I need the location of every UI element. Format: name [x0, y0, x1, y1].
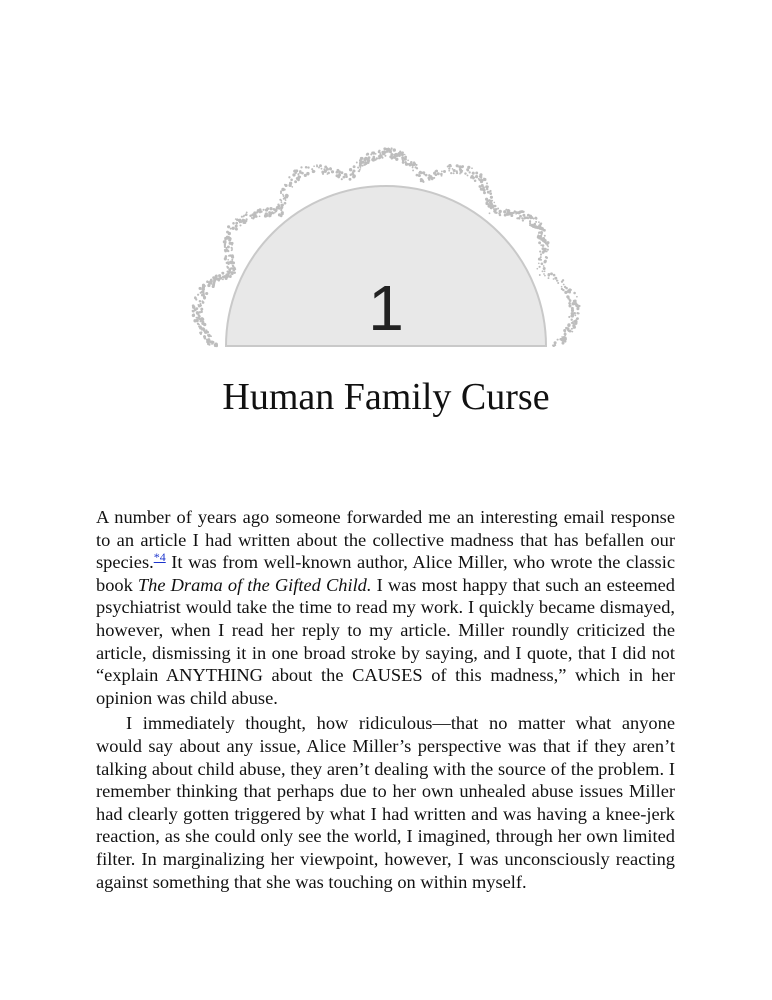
ornament-dot — [396, 154, 399, 157]
ornament-dot — [277, 204, 279, 206]
ornament-dot — [497, 208, 499, 210]
ornament-dot — [224, 257, 227, 260]
ornament-dot — [541, 262, 544, 265]
ornament-dot — [538, 241, 541, 244]
ornament-dot — [326, 168, 329, 171]
ornament-dot — [239, 224, 241, 226]
ornament-dot — [486, 188, 488, 190]
ornament-dot — [487, 200, 489, 202]
ornament-dot — [533, 223, 536, 226]
ornament-dot — [387, 151, 389, 153]
ornament-dot — [236, 218, 239, 221]
ornament-dot — [231, 267, 233, 269]
ornament-dot — [288, 184, 291, 187]
ornament-dot — [389, 150, 392, 153]
ornament-dot — [546, 244, 548, 246]
ornament-dot — [284, 189, 286, 191]
ornament-dot — [228, 269, 230, 271]
ornament-dot — [544, 260, 547, 263]
ornament-dot — [227, 245, 230, 248]
ornament-dot — [515, 213, 517, 215]
ornament-dot — [393, 148, 396, 151]
ornament-dot — [227, 259, 229, 261]
ornament-dot — [283, 195, 285, 197]
ornament-dot — [285, 199, 287, 201]
ornament-dot — [290, 178, 293, 181]
ornament-dot — [384, 155, 386, 157]
ornament-dot — [538, 221, 540, 223]
ornament-dot — [232, 264, 234, 266]
ornament-dot — [271, 211, 274, 214]
ornament-dot — [472, 172, 475, 175]
ornament-dot — [284, 184, 286, 186]
ornament-dot — [517, 211, 520, 214]
ornament-dot — [542, 250, 544, 252]
ornament-dot — [486, 185, 489, 188]
ornament-dot — [420, 180, 422, 182]
ornament-dot — [433, 172, 436, 175]
ornament-dot — [275, 210, 278, 213]
ornament-dot — [541, 234, 543, 236]
ornament-dot — [419, 171, 422, 174]
paragraph-1-part-3: I was most happy that such an esteemed psychiatrist would take the time to read my work. I quickly became dismayed, however, when I read her reply to my article. Miller roundly criticized the article, dismissing it in one broad stroke by saying, and I quote, that I did not “explain ANYTHING about the CAUSES of this madness,” which in her opinion was child abuse. — [96, 574, 676, 708]
ornament-dot — [535, 221, 537, 223]
ornament-dot — [533, 218, 535, 220]
ornament-dot — [297, 173, 299, 175]
ornament-dot — [509, 214, 511, 216]
ornament-dot — [375, 153, 377, 155]
ornament-dot — [284, 202, 287, 205]
ornament-dot — [456, 170, 458, 172]
ornament-dot — [231, 248, 233, 250]
ornament-dot — [404, 154, 406, 156]
ornament-dot — [235, 222, 238, 225]
ornament-dot — [291, 186, 293, 188]
ornament-dot — [226, 266, 228, 268]
ornament-dot — [367, 159, 370, 162]
ornament-dot — [522, 214, 525, 217]
ornament-dot — [358, 167, 360, 169]
ornament-dot — [345, 175, 348, 178]
ornament-dot — [352, 169, 355, 172]
ornament-dot — [235, 228, 238, 231]
ornament-dot — [490, 196, 493, 199]
ornament-dot — [535, 217, 537, 219]
ornament-dot — [480, 180, 483, 183]
ornament-dot — [499, 212, 501, 214]
ornament-dot — [329, 167, 331, 169]
ornament-dot — [415, 164, 417, 166]
ornament-dot — [226, 249, 229, 252]
ornament-dot — [343, 176, 346, 179]
ornament-dot — [322, 173, 324, 175]
ornament-dot — [540, 256, 542, 258]
ornament-dot — [522, 219, 524, 221]
ornament-dot — [523, 217, 525, 219]
ornament-dot — [402, 161, 405, 164]
ornament-dot — [379, 157, 381, 159]
ornament-dot — [535, 226, 538, 229]
ornament-dot — [542, 244, 545, 247]
ornament-dot — [450, 172, 452, 174]
ornament-dot — [529, 215, 532, 218]
ornament-dot — [268, 214, 271, 217]
ornament-dot — [276, 206, 279, 209]
ornament-dot — [467, 174, 469, 176]
ornament-dot — [316, 164, 318, 166]
ornament-dot — [486, 182, 488, 184]
ornament-dot — [255, 215, 257, 217]
ornament-dot — [479, 173, 482, 176]
ornament-dot — [229, 242, 232, 245]
ornament-dot — [313, 165, 315, 167]
ornament-dot — [245, 213, 248, 216]
ornament-dot — [307, 166, 309, 168]
ornament-dot — [231, 254, 234, 257]
ornament-dot — [251, 214, 253, 216]
ornament-dot — [337, 176, 340, 179]
ornament-dot — [356, 162, 358, 164]
ornament-dot — [280, 190, 282, 192]
paragraph-1-part-1: A number of years ago someone forwarded me an interesting email response to an article I had written about the collective madness that has befallen our species. — [96, 507, 675, 573]
ornament-dot — [365, 162, 368, 165]
ornament-dot — [412, 164, 415, 167]
ornament-dot — [448, 170, 450, 172]
ornament-dot — [366, 154, 368, 156]
ornament-dot — [391, 155, 393, 157]
ornament-dot — [224, 244, 226, 246]
ornament-dot — [547, 249, 549, 251]
ornament-dot — [378, 151, 381, 154]
ornament-dot — [538, 232, 540, 234]
ornament-dot — [483, 191, 486, 194]
ornament-dot — [521, 210, 524, 213]
ornament-dot — [401, 156, 404, 159]
ornament-dot — [298, 176, 301, 179]
ornament-dot — [235, 225, 238, 228]
ornament-dot — [280, 209, 282, 211]
ornament-dot — [503, 210, 506, 213]
ornament-dot — [458, 165, 461, 168]
ornament-dot — [327, 173, 329, 175]
chapter-number: 1 — [368, 272, 404, 344]
ornament-dot — [489, 190, 491, 192]
chapter-title: Human Family Curse — [222, 376, 550, 418]
ornament-dot — [489, 192, 492, 195]
ornament-dot — [299, 172, 301, 174]
ornament-dot — [464, 172, 466, 174]
ornament-dot — [474, 180, 477, 183]
ornament-dot — [552, 344, 555, 347]
ornament-dot — [280, 214, 283, 217]
ornament-dot — [447, 166, 449, 168]
ornament-dot — [232, 222, 235, 225]
ornament-dot — [428, 178, 431, 181]
ornament-dot — [231, 259, 233, 261]
ornament-dot — [295, 172, 297, 174]
ornament-dot — [350, 174, 352, 176]
ornament-dot — [268, 211, 271, 214]
ornament-dot — [223, 240, 226, 243]
ornament-dot — [353, 165, 356, 168]
ornament-dot — [232, 227, 235, 230]
ornament-dot — [437, 172, 440, 175]
ornament-dot — [541, 223, 543, 225]
ornament-dot — [443, 171, 445, 173]
ornament-dot — [545, 256, 547, 258]
ornament-dot — [540, 237, 542, 239]
ornament-dot — [321, 171, 324, 174]
ornament-dot — [359, 159, 362, 162]
ornament-dot — [340, 171, 343, 174]
ornament-dot — [507, 211, 509, 213]
ornament-dot — [412, 169, 414, 171]
ornament-dot — [448, 167, 450, 169]
paragraph-1 — [96, 506, 675, 709]
ornament-dot — [227, 225, 230, 228]
ornament-dot — [483, 188, 485, 190]
ornament-dot — [511, 215, 513, 217]
ornament-dot — [539, 251, 541, 253]
paragraph-1-part-2: It was from well-known author, Alice Miller, who wrote the classic book — [96, 552, 675, 595]
ornament-dot — [285, 194, 288, 197]
ornament-dot — [433, 177, 435, 179]
footnote-link[interactable]: *4 — [153, 550, 166, 565]
ornament-dot — [294, 180, 297, 183]
ornament-dot — [288, 176, 290, 178]
ornament-dot — [456, 164, 459, 167]
ornament-dot — [429, 175, 432, 178]
ornament-dot — [215, 344, 218, 347]
ornament-dot — [473, 177, 475, 179]
ornament-dot — [263, 209, 265, 211]
ornament-dot — [229, 237, 232, 240]
ornament-dot — [514, 211, 516, 213]
ornament-dot — [441, 175, 443, 177]
ornament-dot — [349, 168, 352, 171]
ornament-dot — [306, 172, 309, 175]
ornament-dot — [359, 164, 362, 167]
ornament-dot — [536, 268, 538, 270]
ornament-dot — [538, 262, 540, 264]
ornament-dot — [234, 267, 236, 269]
ornament-dot — [441, 171, 443, 173]
ornament-dot — [383, 147, 386, 150]
ornament-dot — [301, 172, 304, 175]
ornament-dot — [540, 259, 542, 261]
ornament-dot — [251, 217, 253, 219]
ornament-dot — [364, 157, 367, 160]
ornament-dot — [453, 169, 456, 172]
ornament-dot — [224, 237, 227, 240]
ornament-dot — [399, 152, 402, 155]
ornament-dot — [362, 165, 364, 167]
ornament-dot — [257, 209, 260, 212]
ornament-dot — [405, 161, 407, 163]
ornament-dot — [281, 201, 283, 203]
ornament-dot — [225, 255, 228, 258]
ornament-dot — [338, 172, 340, 174]
ornament-dot — [281, 204, 284, 207]
ornament-dot — [539, 266, 541, 268]
ornament-dot — [540, 253, 542, 255]
ornament-dot — [470, 176, 472, 178]
ornament-dot — [349, 178, 352, 181]
ornament-dot — [243, 215, 245, 217]
ornament-dot — [230, 228, 232, 230]
ornament-dot — [232, 261, 235, 264]
ornament-dot — [489, 212, 491, 214]
ornament-dot — [391, 147, 393, 149]
ornament-dot — [475, 175, 478, 178]
ornament-dot — [493, 208, 495, 210]
ornament-dot — [269, 207, 272, 210]
ornament-dot — [361, 157, 364, 160]
ornament-dot — [422, 181, 424, 183]
ornament-dot — [543, 265, 545, 267]
ornament-dot — [376, 157, 378, 159]
ornament-dot — [360, 167, 362, 169]
ornament-dot — [402, 152, 404, 154]
ornament-dot — [422, 171, 425, 174]
ornament-dot — [404, 156, 407, 159]
ornament-dot — [305, 166, 308, 169]
ornament-dot — [379, 153, 381, 155]
ornament-dot — [241, 219, 244, 222]
ornament-dot — [341, 178, 343, 180]
ornament-dot — [487, 191, 490, 194]
ornament-dot — [479, 185, 482, 188]
ornament-dot — [544, 248, 546, 250]
ornament-dot — [544, 235, 546, 237]
ornament-dot — [418, 175, 421, 178]
ornament-dot — [519, 215, 522, 218]
ornament-dot — [467, 166, 470, 169]
ornament-dot — [471, 167, 473, 169]
ornament-dot — [543, 268, 545, 270]
ornament-dot — [300, 166, 302, 168]
ornament-dot — [259, 215, 261, 217]
ornament-dot — [526, 216, 529, 219]
ornament-dot — [331, 170, 334, 173]
ornament-dot — [312, 170, 315, 173]
ornament-dot — [319, 164, 322, 167]
ornament-dot — [529, 222, 531, 224]
ornament-dot — [483, 178, 485, 180]
ornament-dot — [352, 175, 355, 178]
ornament-dot — [283, 198, 285, 200]
ornament-dot — [489, 201, 491, 203]
ornament-dot — [336, 169, 339, 172]
ornament-dot — [494, 205, 497, 208]
ornament-dot — [541, 227, 544, 230]
ornament-dot — [490, 206, 493, 209]
ornament-dot — [412, 166, 414, 168]
ornament-dot — [504, 214, 507, 217]
ornament-dot — [544, 240, 547, 243]
ornament-dot — [395, 158, 398, 161]
ornament-dot — [273, 208, 276, 211]
ornament-dot — [359, 169, 361, 171]
ornament-dot — [279, 199, 281, 201]
ornament-dot — [384, 151, 386, 153]
ornament-dot — [266, 207, 269, 210]
ornament-dot — [425, 174, 428, 177]
ornament-dot — [402, 154, 404, 156]
ornament-dot — [416, 174, 419, 177]
ornament-dot — [407, 159, 409, 161]
ornament-dot — [469, 171, 471, 173]
ornament-dot — [226, 231, 229, 234]
ornament-dot — [475, 172, 478, 175]
ornament-dot — [245, 220, 247, 222]
ornament-dot — [265, 214, 268, 217]
ornament-dot — [494, 202, 496, 204]
ornament-dot — [228, 255, 230, 257]
ornament-dot — [372, 157, 375, 160]
ornament-dot — [449, 164, 452, 167]
book-title: The Drama of the Gifted Child. — [137, 574, 372, 595]
ornament-dot — [409, 164, 412, 167]
chapter-body — [96, 506, 675, 893]
ornament-dot — [241, 216, 243, 218]
ornament-dot — [260, 211, 262, 213]
ornament-dot — [529, 220, 531, 222]
ornament-dot — [459, 168, 462, 171]
ornament-dot — [368, 156, 371, 159]
ornament-dot — [321, 168, 323, 170]
ornament-dot — [415, 166, 417, 168]
ornament-dot — [229, 261, 232, 264]
ornament-dot — [453, 172, 455, 174]
ornament-dot — [521, 217, 523, 219]
ornament-dot — [466, 169, 469, 172]
ornament-dot — [494, 212, 496, 214]
paragraph-2: I immediately thought, how ridiculous—that no matter what anyone would say about any issue, Alice Miller’s perspective was that if they aren’t talking about child abuse, they aren’t dealing with the source of the problem. I remember thinking that perhaps due to her own unhealed abuse issues Miller had clearly gotten triggered by what I had written and was having a knee-jerk reaction, as she could only see the world, I imagined, through her own limited filter. In marginalizing her viewpoint, however, I was unconsciously reacting against something that she was touching on within myself. — [96, 713, 675, 892]
ornament-dot — [459, 173, 461, 175]
ornament-dot — [246, 211, 248, 213]
ornament-dot — [372, 152, 374, 154]
ornament-dot — [224, 249, 226, 251]
